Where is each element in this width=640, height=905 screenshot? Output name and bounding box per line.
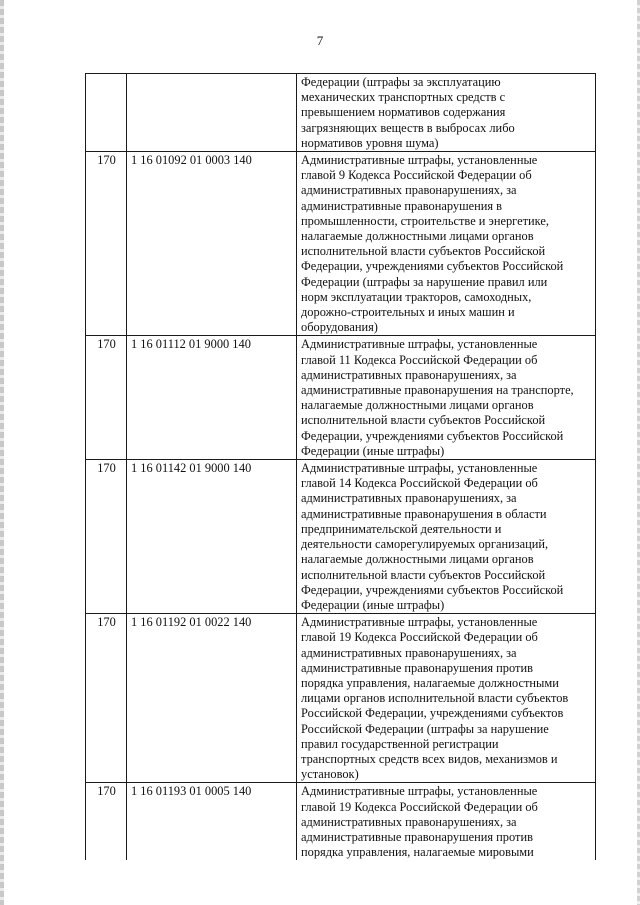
description-line: главой 11 Кодекса Российской Федерации об bbox=[301, 352, 538, 367]
table-row bbox=[86, 152, 596, 336]
income-description-cell bbox=[297, 614, 596, 783]
description-line: деятельности саморегулируемых организаций, bbox=[301, 537, 549, 552]
income-description-cell bbox=[297, 783, 596, 861]
description-line: исполнительной власти субъектов Российской bbox=[301, 244, 546, 259]
description-line: нормативов уровня шума) bbox=[301, 135, 439, 150]
description-line: Российской Федерации, учреждениями субъектов bbox=[301, 706, 564, 721]
description-line: административных правонарушениях, за bbox=[301, 367, 517, 382]
description-line: административных правонарушениях, за bbox=[301, 814, 517, 829]
description-line: Административные штрафы, установленные bbox=[301, 153, 538, 168]
description-line: транспортных средств всех видов, механизмов и bbox=[301, 751, 558, 766]
administrator-code-cell bbox=[86, 74, 127, 152]
description-line: Административные штрафы, установленные bbox=[301, 461, 538, 476]
description-line: Федерации (штрафы за нарушение правил или bbox=[301, 274, 548, 289]
administrator-code-cell: 170 bbox=[86, 336, 127, 460]
description-line: установок) bbox=[301, 767, 359, 782]
description-line: административные правонарушения в bbox=[301, 198, 503, 213]
administrator-code-cell: 170 bbox=[86, 460, 127, 614]
budget-classification-code-cell: 1 16 01142 01 9000 140 bbox=[127, 460, 297, 614]
table-row bbox=[86, 783, 596, 861]
table-row bbox=[86, 336, 596, 460]
description-line: административные правонарушения против bbox=[301, 660, 533, 675]
description-line: Российской Федерации (штрафы за нарушение bbox=[301, 721, 549, 736]
description-line: Административные штрафы, установленные bbox=[301, 615, 538, 630]
description-line: административных правонарушениях, за bbox=[301, 491, 517, 506]
table-row bbox=[86, 460, 596, 614]
description-line: исполнительной власти субъектов Российской bbox=[301, 567, 546, 582]
description-line: Административные штрафы, установленные bbox=[301, 784, 538, 799]
description-line: налагаемые должностными лицами органов bbox=[301, 229, 534, 244]
description-line: налагаемые должностными лицами органов bbox=[301, 398, 534, 413]
description-line: промышленности, строительстве и энергетике, bbox=[301, 213, 549, 228]
description-line: административные правонарушения на транспорте, bbox=[301, 383, 574, 398]
income-description-cell bbox=[297, 152, 596, 336]
description-line: механических транспортных средств с bbox=[301, 90, 506, 105]
description-line: административных правонарушениях, за bbox=[301, 183, 517, 198]
budget-classification-code-cell: 1 16 01092 01 0003 140 bbox=[127, 152, 297, 336]
description-line: Федерации, учреждениями субъектов Российской bbox=[301, 259, 564, 274]
budget-classification-code-cell bbox=[127, 74, 297, 152]
administrator-code-cell: 170 bbox=[86, 614, 127, 783]
budget-codes-table bbox=[85, 73, 596, 860]
administrator-code-cell: 170 bbox=[86, 152, 127, 336]
description-line: Федерации, учреждениями субъектов Российской bbox=[301, 428, 564, 443]
table-body bbox=[86, 74, 596, 861]
income-description-cell bbox=[297, 460, 596, 614]
description-line: Федерации (иные штрафы) bbox=[301, 443, 445, 458]
administrator-code-cell: 170 bbox=[86, 783, 127, 861]
description-line: предпринимательской деятельности и bbox=[301, 521, 502, 536]
description-line: превышением нормативов содержания bbox=[301, 105, 506, 120]
description-line: порядка управления, налагаемые должностными bbox=[301, 675, 559, 690]
description-line: норм эксплуатации тракторов, самоходных, bbox=[301, 289, 532, 304]
description-line: главой 19 Кодекса Российской Федерации об bbox=[301, 799, 538, 814]
description-line: административные правонарушения в области bbox=[301, 506, 547, 521]
description-line: оборудования) bbox=[301, 320, 378, 335]
budget-classification-code-cell: 1 16 01192 01 0022 140 bbox=[127, 614, 297, 783]
description-line: Федерации, учреждениями субъектов Российской bbox=[301, 582, 564, 597]
description-line: правил государственной регистрации bbox=[301, 736, 499, 751]
page-number: 7 bbox=[316, 33, 324, 48]
income-description-cell bbox=[297, 74, 596, 152]
description-line: дорожно-строительных и иных машин и bbox=[301, 305, 515, 320]
scan-edge-left bbox=[0, 0, 4, 905]
budget-classification-code-cell: 1 16 01193 01 0005 140 bbox=[127, 783, 297, 861]
description-line: административные правонарушения против bbox=[301, 829, 533, 844]
table-row bbox=[86, 74, 596, 152]
description-line: главой 14 Кодекса Российской Федерации об bbox=[301, 476, 538, 491]
budget-classification-code-cell: 1 16 01112 01 9000 140 bbox=[127, 336, 297, 460]
description-line: исполнительной власти субъектов Российской bbox=[301, 413, 546, 428]
description-line: главой 19 Кодекса Российской Федерации об bbox=[301, 630, 538, 645]
description-line: лицами органов исполнительной власти субъектов bbox=[301, 691, 569, 706]
description-line: административных правонарушениях, за bbox=[301, 645, 517, 660]
description-line: главой 9 Кодекса Российской Федерации об bbox=[301, 168, 532, 183]
income-description-cell bbox=[297, 336, 596, 460]
description-line: налагаемые должностными лицами органов bbox=[301, 552, 534, 567]
description-line: загрязняющих веществ в выбросах либо bbox=[301, 120, 515, 135]
table-row bbox=[86, 614, 596, 783]
description-line: Федерации (иные штрафы) bbox=[301, 597, 445, 612]
description-line: Федерации (штрафы за эксплуатацию bbox=[301, 75, 501, 89]
description-line: порядка управления, налагаемые мировыми bbox=[301, 845, 534, 860]
description-line: Административные штрафы, установленные bbox=[301, 337, 538, 352]
